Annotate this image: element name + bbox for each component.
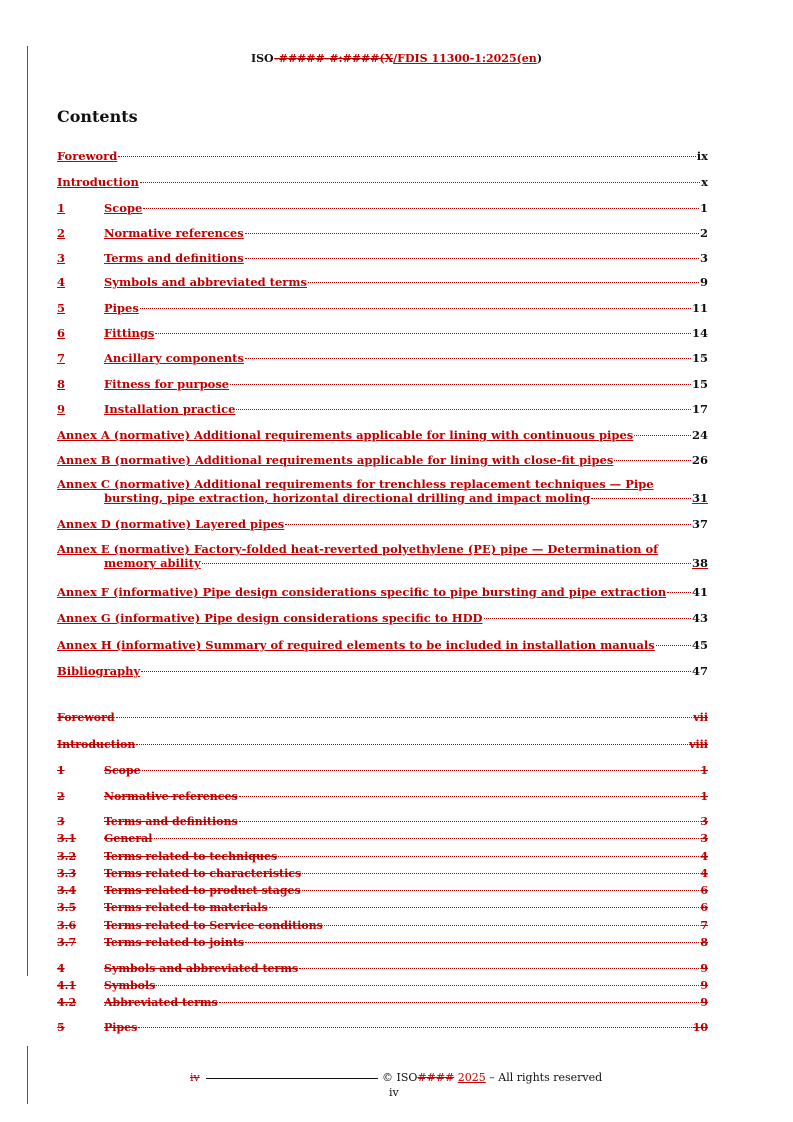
toc-deleted-title: Terms related to Service conditions <box>104 919 323 932</box>
toc-deleted-title: Terms related to joints <box>104 936 245 949</box>
toc-revised-page: ix <box>696 149 708 163</box>
toc-revised-page: 43 <box>691 611 708 625</box>
toc-revised-entry[interactable] <box>57 402 708 416</box>
toc-deleted-page: 10 <box>692 1021 708 1034</box>
toc-revised-title: Scope <box>104 201 143 215</box>
toc-revised-page: 24 <box>691 428 708 442</box>
toc-deleted-entry[interactable] <box>57 936 708 950</box>
toc-deleted-entry[interactable] <box>57 832 708 846</box>
toc-revised-number: 1 <box>57 201 66 215</box>
toc-revised-page: 15 <box>691 377 708 391</box>
toc-deleted-entry[interactable] <box>57 962 708 976</box>
toc-deleted-title: Terms related to product stages <box>104 884 301 897</box>
toc-deleted-leader-dots <box>136 744 688 745</box>
toc-revised-leader-dots <box>285 524 691 525</box>
toc-revised-title: Fitness for purpose <box>104 377 230 391</box>
toc-deleted-entry[interactable] <box>57 867 708 881</box>
toc-deleted-title: Introduction <box>57 738 136 751</box>
toc-revised-number: 6 <box>57 326 66 340</box>
toc-revised-page: x <box>701 175 708 189</box>
toc-deleted-leader-dots <box>219 1002 700 1003</box>
toc-deleted-entry[interactable] <box>57 884 708 898</box>
toc-deleted-leader-dots <box>245 942 699 943</box>
toc-deleted-leader-dots <box>302 873 699 874</box>
toc-deleted-number: 4.1 <box>57 979 77 992</box>
toc-deleted-leader-dots <box>299 968 699 969</box>
toc-revised-entry[interactable] <box>57 664 708 678</box>
toc-deleted-number: 3.4 <box>57 884 77 897</box>
footer-rights: – All rights reserved <box>489 1071 603 1084</box>
toc-revised-title: Introduction <box>57 175 139 189</box>
toc-revised-entry[interactable] <box>57 477 708 505</box>
toc-deleted-page: 1 <box>700 764 708 777</box>
toc-revised-entry[interactable] <box>57 351 708 365</box>
toc-revised-title: Installation practice <box>104 402 236 416</box>
toc-deleted-leader-dots <box>239 796 700 797</box>
toc-deleted-entry[interactable] <box>57 815 708 829</box>
toc-deleted-title: Foreword <box>57 711 115 724</box>
toc-revised-title: Annex A (normative) Additional requirements applicable for lining with continuous pipes <box>57 428 634 442</box>
toc-deleted-entry[interactable] <box>57 790 708 804</box>
toc-revised-leader-dots <box>118 156 696 157</box>
left-margin-bar-footer <box>27 1046 28 1104</box>
toc-revised-number: 8 <box>57 377 66 391</box>
toc-revised-title: Ancillary components <box>104 351 244 365</box>
toc-deleted-number: 1 <box>57 764 65 777</box>
toc-revised-leader-dots <box>155 333 691 334</box>
toc-deleted-number: 5 <box>57 1021 65 1034</box>
toc-revised-page: 47 <box>691 664 708 678</box>
toc-deleted-leader-dots <box>142 770 700 771</box>
toc-revised-title-continued: memory ability <box>104 556 201 570</box>
toc-deleted-page: viii <box>689 738 708 751</box>
toc-revised-title: Pipes <box>104 301 139 315</box>
footer-year-deleted: #### <box>417 1071 455 1084</box>
toc-revised-leader-dots <box>141 671 691 672</box>
toc-revised-title: Annex H (informative) Summary of required elements to be included in installation manuals <box>57 638 655 652</box>
toc-deleted-title: Terms related to techniques <box>104 850 278 863</box>
toc-revised-title: Normative references <box>104 226 244 240</box>
toc-deleted-entry[interactable] <box>57 1021 708 1035</box>
toc-deleted-number: 4.2 <box>57 996 77 1009</box>
toc-revised-entry[interactable] <box>57 542 708 570</box>
toc-revised-number: 5 <box>57 301 66 315</box>
toc-revised-title: Annex C (normative) Additional requirements for trenchless replacement techniques — Pipe <box>57 477 654 491</box>
toc-deleted-title: Abbreviated terms <box>104 996 218 1009</box>
toc-revised-page: 41 <box>691 585 708 599</box>
toc-deleted-entry[interactable] <box>57 711 708 725</box>
toc-revised-page: 38 <box>691 556 708 570</box>
toc-revised-leader-dots <box>140 182 700 183</box>
toc-revised-page: 1 <box>699 201 708 215</box>
toc-revised-entry[interactable] <box>57 611 708 625</box>
toc-deleted-number: 2 <box>57 790 65 803</box>
toc-deleted-title: Terms related to characteristics <box>104 867 302 880</box>
toc-revised-number: 4 <box>57 275 66 289</box>
toc-deleted-title: Normative references <box>104 790 238 803</box>
toc-revised-leader-dots <box>230 384 691 385</box>
toc-revised-page: 37 <box>691 517 708 531</box>
toc-deleted-entry[interactable] <box>57 850 708 864</box>
toc-revised-title: Foreword <box>57 149 118 163</box>
toc-deleted-title: Symbols <box>104 979 156 992</box>
toc-revised-entry[interactable] <box>57 251 708 265</box>
toc-revised-entry[interactable] <box>57 201 708 215</box>
toc-revised-leader-dots <box>656 645 691 646</box>
toc-deleted-page: vii <box>693 711 708 724</box>
toc-revised-leader-dots <box>484 618 691 619</box>
toc-revised-leader-dots <box>634 435 691 436</box>
toc-revised-title-continued: bursting, pipe extraction, horizontal directional drilling and impact moling <box>104 491 591 505</box>
copyright-symbol-text: © ISO <box>382 1071 418 1084</box>
toc-deleted-page: 9 <box>700 996 708 1009</box>
toc-revised-page: 9 <box>699 275 708 289</box>
toc-revised-leader-dots <box>245 358 691 359</box>
toc-revised-leader-dots <box>308 282 699 283</box>
toc-revised-number: 2 <box>57 226 66 240</box>
toc-deleted-number: 3.6 <box>57 919 77 932</box>
toc-revised-leader-dots <box>591 498 691 499</box>
toc-deleted-page: 7 <box>700 919 708 932</box>
toc-revised-title: Fittings <box>104 326 155 340</box>
toc-deleted-title: Pipes <box>104 1021 138 1034</box>
toc-revised-leader-dots <box>140 308 691 309</box>
toc-revised-number: 3 <box>57 251 66 265</box>
toc-revised-entry[interactable] <box>57 377 708 391</box>
toc-revised-entry[interactable] <box>57 517 708 531</box>
header-suffix: ) <box>536 52 543 65</box>
toc-deleted-page: 3 <box>700 832 708 845</box>
toc-revised-entry[interactable] <box>57 301 708 315</box>
footer-page-number: iv <box>389 1086 399 1099</box>
header-inserted-text: /FDIS 11300-1:2025(en <box>393 52 537 65</box>
toc-revised-page: 15 <box>691 351 708 365</box>
toc-revised-number: 7 <box>57 351 66 365</box>
toc-revised-page: 31 <box>691 491 708 505</box>
toc-revised-entry[interactable] <box>57 149 708 163</box>
toc-revised-page: 14 <box>691 326 708 340</box>
toc-deleted-page: 6 <box>700 901 708 914</box>
toc-revised-entry[interactable] <box>57 638 708 652</box>
toc-revised-page: 3 <box>699 251 708 265</box>
toc-deleted-leader-dots <box>302 890 700 891</box>
toc-deleted-leader-dots <box>154 838 700 839</box>
toc-deleted-page: 9 <box>700 962 708 975</box>
toc-deleted-number: 4 <box>57 962 65 975</box>
toc-deleted-page: 8 <box>700 936 708 949</box>
footer-year-inserted: 2025 <box>457 1071 486 1084</box>
toc-revised-title: Annex E (normative) Factory-folded heat-reverted polyethylene (PE) pipe — Determination of <box>57 542 659 556</box>
toc-revised-number: 9 <box>57 402 66 416</box>
toc-deleted-leader-dots <box>269 907 700 908</box>
toc-deleted-entry[interactable] <box>57 996 708 1010</box>
toc-revised-page: 2 <box>699 226 708 240</box>
toc-deleted-title: Terms and definitions <box>104 815 238 828</box>
toc-deleted-entry[interactable] <box>57 764 708 778</box>
toc-revised-leader-dots <box>236 409 691 410</box>
toc-revised-entry[interactable] <box>57 428 708 442</box>
header-prefix: ISO <box>250 52 275 65</box>
toc-deleted-entry[interactable] <box>57 979 708 993</box>
toc-deleted-entry[interactable] <box>57 901 708 915</box>
footer-deleted-page: iv <box>190 1071 200 1084</box>
toc-deleted-page: 4 <box>700 867 708 880</box>
toc-revised-title: Annex B (normative) Additional requirements applicable for lining with close-fit pipes <box>57 453 614 467</box>
toc-revised-entry[interactable] <box>57 453 708 467</box>
toc-revised-leader-dots <box>245 258 699 259</box>
contents-title: Contents <box>57 107 138 126</box>
header-deleted-text: -#####-#:####(X <box>274 52 394 65</box>
toc-revised-title: Terms and definitions <box>104 251 244 265</box>
toc-revised-entry[interactable] <box>57 175 708 189</box>
toc-revised-title: Annex G (informative) Pipe design considerations specific to HDD <box>57 611 483 625</box>
toc-deleted-entry[interactable] <box>57 738 708 752</box>
toc-deleted-number: 3 <box>57 815 65 828</box>
toc-deleted-page: 9 <box>700 979 708 992</box>
toc-revised-page: 17 <box>691 402 708 416</box>
toc-deleted-title: Terms related to materials <box>104 901 268 914</box>
toc-deleted-leader-dots <box>324 925 699 926</box>
toc-deleted-title: Symbols and abbreviated terms <box>104 962 299 975</box>
toc-revised-page: 45 <box>691 638 708 652</box>
toc-revised-title: Symbols and abbreviated terms <box>104 275 307 289</box>
toc-revised-page: 11 <box>691 301 708 315</box>
toc-deleted-page: 1 <box>700 790 708 803</box>
footer-copyright <box>382 1071 602 1084</box>
toc-revised-entry[interactable] <box>57 585 708 599</box>
toc-deleted-title: Scope <box>104 764 141 777</box>
toc-deleted-page: 4 <box>700 850 708 863</box>
toc-revised-leader-dots <box>202 563 691 564</box>
toc-revised-title: Annex F (informative) Pipe design considerations specific to pipe bursting and pipe extraction <box>57 585 667 599</box>
toc-deleted-page: 3 <box>700 815 708 828</box>
footer-rule <box>206 1078 378 1079</box>
toc-revised-title: Annex D (normative) Layered pipes <box>57 517 285 531</box>
left-margin-bar <box>27 46 28 976</box>
toc-revised-page: 26 <box>691 453 708 467</box>
toc-revised-entry[interactable] <box>57 326 708 340</box>
toc-deleted-leader-dots <box>239 821 700 822</box>
toc-deleted-leader-dots <box>156 985 699 986</box>
toc-revised-leader-dots <box>143 208 699 209</box>
toc-deleted-number: 3.5 <box>57 901 77 914</box>
toc-deleted-title: General <box>104 832 153 845</box>
toc-deleted-entry[interactable] <box>57 919 708 933</box>
toc-revised-entry[interactable] <box>57 275 708 289</box>
toc-deleted-number: 3.7 <box>57 936 77 949</box>
toc-deleted-number: 3.3 <box>57 867 77 880</box>
toc-revised-leader-dots <box>614 460 691 461</box>
toc-deleted-number: 3.1 <box>57 832 77 845</box>
toc-revised-title: Bibliography <box>57 664 141 678</box>
toc-deleted-leader-dots <box>278 856 699 857</box>
toc-deleted-leader-dots <box>116 717 693 718</box>
toc-deleted-page: 6 <box>700 884 708 897</box>
toc-revised-leader-dots <box>667 592 691 593</box>
toc-deleted-number: 3.2 <box>57 850 77 863</box>
document-header <box>0 52 793 65</box>
toc-deleted-leader-dots <box>138 1027 691 1028</box>
toc-revised-leader-dots <box>245 233 699 234</box>
toc-revised-entry[interactable] <box>57 226 708 240</box>
